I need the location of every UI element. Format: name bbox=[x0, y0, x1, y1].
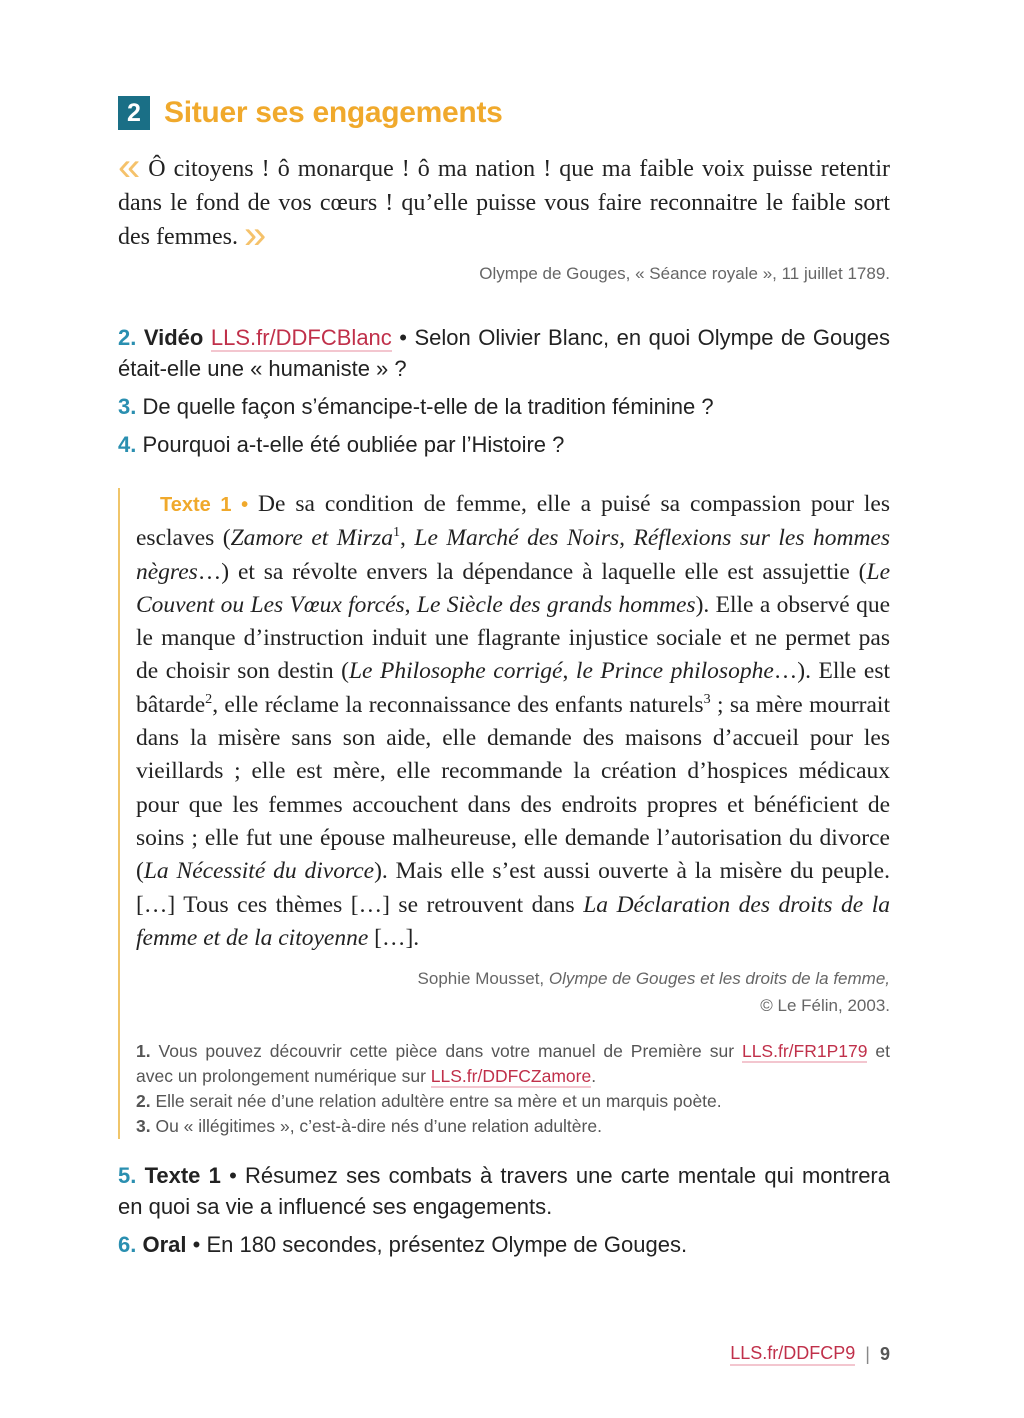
video-link[interactable]: LLS.fr/DDFCBlanc bbox=[210, 325, 392, 350]
section-heading bbox=[118, 96, 503, 130]
open-quote-icon: « bbox=[118, 145, 141, 189]
quote-text: Ô citoyens ! ô monarque ! ô ma nation ! que ma faible voix puisse retentir dans le fond de vos cœurs ! qu’elle puisse vous faire reconnaitre le faible sort des femmes. bbox=[118, 156, 890, 250]
section-title: Situer ses engagements bbox=[164, 96, 503, 129]
footnote-3: 3. Ou « illégitimes », c’est-à-dire nés d’une relation adultère. bbox=[136, 1116, 602, 1137]
footnote-link-fr1p179[interactable]: LLS.fr/FR1P179 bbox=[741, 1041, 868, 1062]
texte-1-label: Texte 1 • bbox=[160, 494, 249, 516]
footnotes bbox=[136, 1039, 890, 1139]
question-3: 3. De quelle façon s’émancipe-t-elle de la tradition féminine ? bbox=[118, 394, 714, 419]
footnote-2: 2. Elle serait née d’une relation adultère entre sa mère et un marquis poète. bbox=[136, 1091, 722, 1112]
section-number: 2 bbox=[118, 96, 150, 130]
footnote-link-zamore[interactable]: LLS.fr/DDFCZamore bbox=[430, 1066, 592, 1087]
footer-separator: | bbox=[865, 1344, 870, 1364]
questions-top bbox=[118, 322, 890, 467]
question-6: 6. Oral • En 180 secondes, présentez Olympe de Gouges. bbox=[118, 1232, 688, 1257]
question-5: 5. Texte 1 • Résumez ses combats à travers une carte mentale qui montrera en quoi sa vie a influencé ses engagements. bbox=[118, 1163, 890, 1219]
quote-source: Olympe de Gouges, « Séance royale », 11 juillet 1789. bbox=[479, 264, 890, 283]
footnote-1: 1. Vous pouvez découvrir cette pièce dans votre manuel de Première sur LLS.fr/FR1P179 et avec un prolongement numérique sur LLS.fr/DDFCZamore. bbox=[136, 1041, 890, 1087]
footer-link[interactable]: LLS.fr/DDFCP9 bbox=[730, 1343, 855, 1366]
epigraph-quote bbox=[118, 145, 890, 257]
texte-1-source: Sophie Mousset, Olympe de Gouges et les droits de la femme, © Le Félin, 2003. bbox=[417, 969, 890, 1016]
texte-1-block bbox=[118, 488, 890, 1139]
close-quote-icon: » bbox=[243, 213, 267, 257]
page-footer bbox=[730, 1343, 890, 1366]
texte-1-body: Texte 1 • De sa condition de femme, elle a puisé sa compassion pour les esclaves (Zamore et Mirza$^1$, Le Marché des Noirs, Réflexions sur les hommes nègres…) et sa révolte envers la dépendance à laquelle elle est assujettie (Le Couvent ou Les Vœux forcés, Le Siècle des grands hommes). Elle a observé que le manque d’instruction induit une flagrante injustice sociale et ne permet pas de choisir son destin (Le Philosophe corrigé, le Prince philosophe…). Elle est bâtarde$^2$, elle réclame la reconnaissance des enfants naturels$^3$ ; sa mère mourrait dans la misère sans son aide, elle demande des maisons d’accueil pour les vieillards ; elle est mère, elle recommande la création d’hospices médicaux pour que les femmes accouchent dans des endroits propres et bénéficient de soins ; elle fut une épouse malheureuse, elle demande l’autorisation du divorce (La Nécessité du divorce). Mais elle s’est aussi ouverte à la misère du peuple. […] Tous ces thèmes […] se retrouvent dans La Déclaration des droits de la femme et de la citoyenne […]. bbox=[136, 491, 891, 951]
questions-bottom bbox=[118, 1160, 890, 1267]
page-number: 9 bbox=[879, 1344, 890, 1364]
question-4: 4. Pourquoi a-t-elle été oubliée par l’Histoire ? bbox=[118, 432, 565, 457]
question-2: 2. Vidéo LLS.fr/DDFCBlanc • Selon Olivier Blanc, en quoi Olympe de Gouges était-elle une « humaniste » ? bbox=[118, 325, 890, 381]
